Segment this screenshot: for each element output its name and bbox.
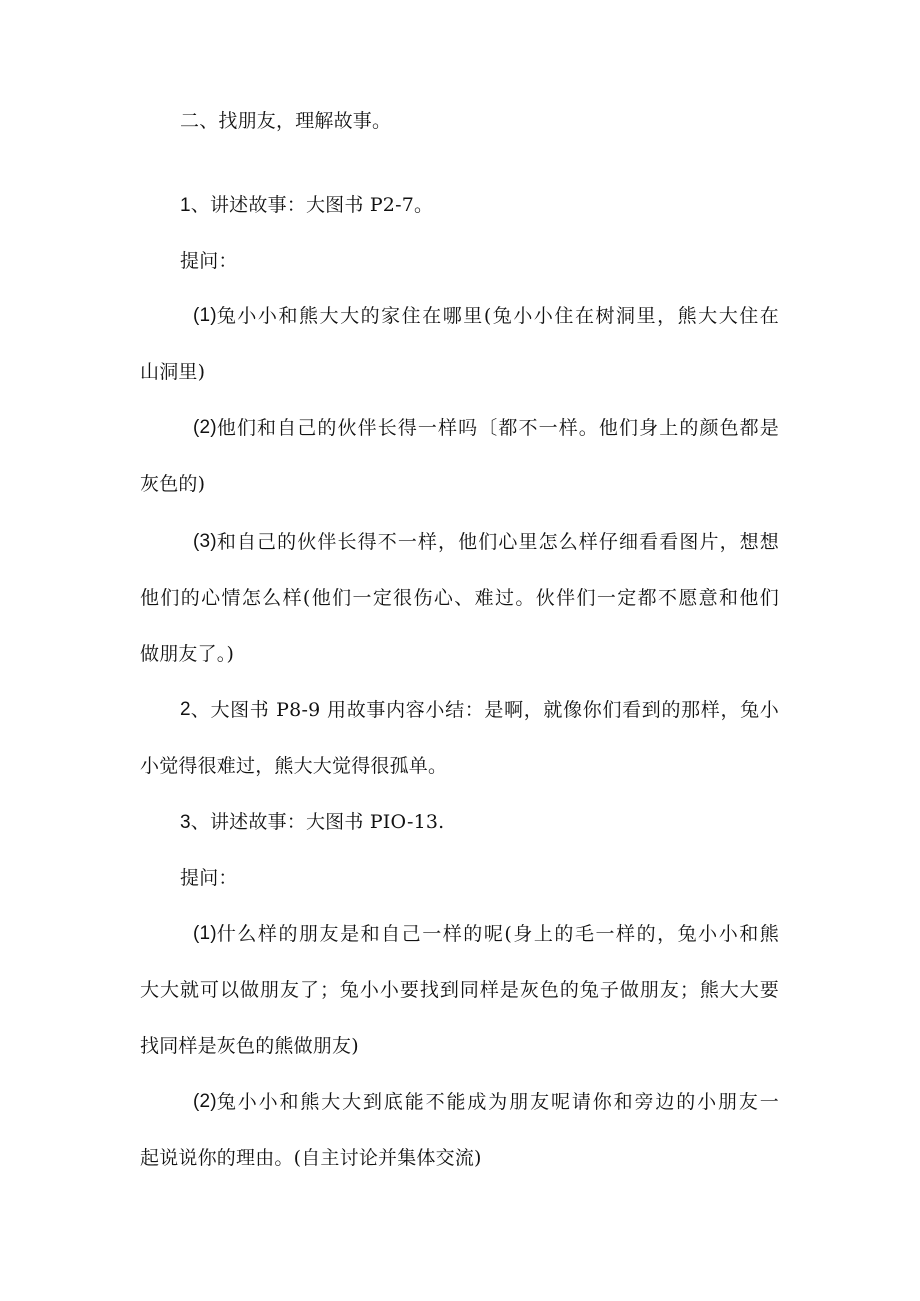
question-3-text-2: 他们的心情怎么样(他们一定很伤心、难过。伙伴们一定都不愿意和他们 <box>140 587 779 609</box>
question-5-text-1: 兔小小和熊大大到底能不能成为朋友呢请你和旁边的小朋友一 <box>216 1091 779 1113</box>
item-3 <box>180 808 444 836</box>
question-5-line-2 <box>140 1144 482 1172</box>
prompt-2 <box>180 864 238 892</box>
question-2-number: (2) <box>193 417 217 438</box>
question-3-line-2 <box>140 584 779 612</box>
item-1-number: 1 <box>180 195 191 216</box>
question-3-line-3 <box>140 640 234 668</box>
question-1-line-1 <box>193 302 779 330</box>
prompt-2-text: 提问： <box>180 867 238 889</box>
item-3-number: 3 <box>180 812 191 833</box>
question-4-text-1: 什么样的朋友是和自己一样的呢(身上的毛一样的，兔小小和熊 <box>216 923 779 945</box>
question-1-text-1: 兔小小和熊大大的家住在哪里(兔小小住在树洞里，熊大大住在 <box>216 305 779 327</box>
section-heading <box>180 107 391 135</box>
question-5-text-2: 起说说你的理由。(自主讨论并集体交流) <box>140 1147 482 1169</box>
question-1-text-2: 山洞里) <box>140 361 206 383</box>
item-2-number: 2 <box>180 699 191 720</box>
question-4-text-3: 找同样是灰色的熊做朋友) <box>140 1035 359 1057</box>
prompt-1-text: 提问： <box>180 250 238 272</box>
question-5-line-1 <box>193 1088 779 1116</box>
item-2-line-2 <box>140 752 447 780</box>
question-4-line-1 <box>193 920 779 948</box>
question-1-number: (1) <box>193 305 217 326</box>
item-2-text-1: 、大图书 P8-9 用故事内容小结：是啊，就像你们看到的那样，兔小 <box>190 699 779 721</box>
item-2-text-2: 小觉得很难过，熊大大觉得很孤单。 <box>140 755 448 777</box>
section-heading-text: 二、找朋友，理解故事。 <box>180 110 392 132</box>
question-3-number: (3) <box>193 531 217 552</box>
question-2-text-2: 灰色的) <box>140 473 206 495</box>
item-2-line-1 <box>180 696 779 724</box>
question-4-text-2: 大大就可以做朋友了；兔小小要找到同样是灰色的兔子做朋友；熊大大要 <box>140 979 779 1001</box>
item-1-text: 、讲述故事：大图书 P2-7。 <box>190 194 434 216</box>
question-3-text-1: 和自己的伙伴长得不一样，他们心里怎么样仔细看看图片，想想 <box>216 531 779 553</box>
question-4-line-3 <box>140 1032 359 1060</box>
item-3-text: 、讲述故事：大图书 PIO-13. <box>190 811 445 833</box>
question-1-line-2 <box>140 358 205 386</box>
question-2-text-1: 他们和自己的伙伴长得一样吗〔都不一样。他们身上的颜色都是 <box>216 417 779 439</box>
question-2-line-1 <box>193 414 779 442</box>
question-2-line-2 <box>140 470 205 498</box>
item-1 <box>180 191 433 219</box>
question-3-line-1 <box>193 528 779 556</box>
question-4-line-2 <box>140 976 779 1004</box>
question-5-number: (2) <box>193 1091 217 1112</box>
question-3-text-3: 做朋友了。) <box>140 643 235 665</box>
prompt-1 <box>180 247 238 275</box>
question-4-number: (1) <box>193 923 217 944</box>
